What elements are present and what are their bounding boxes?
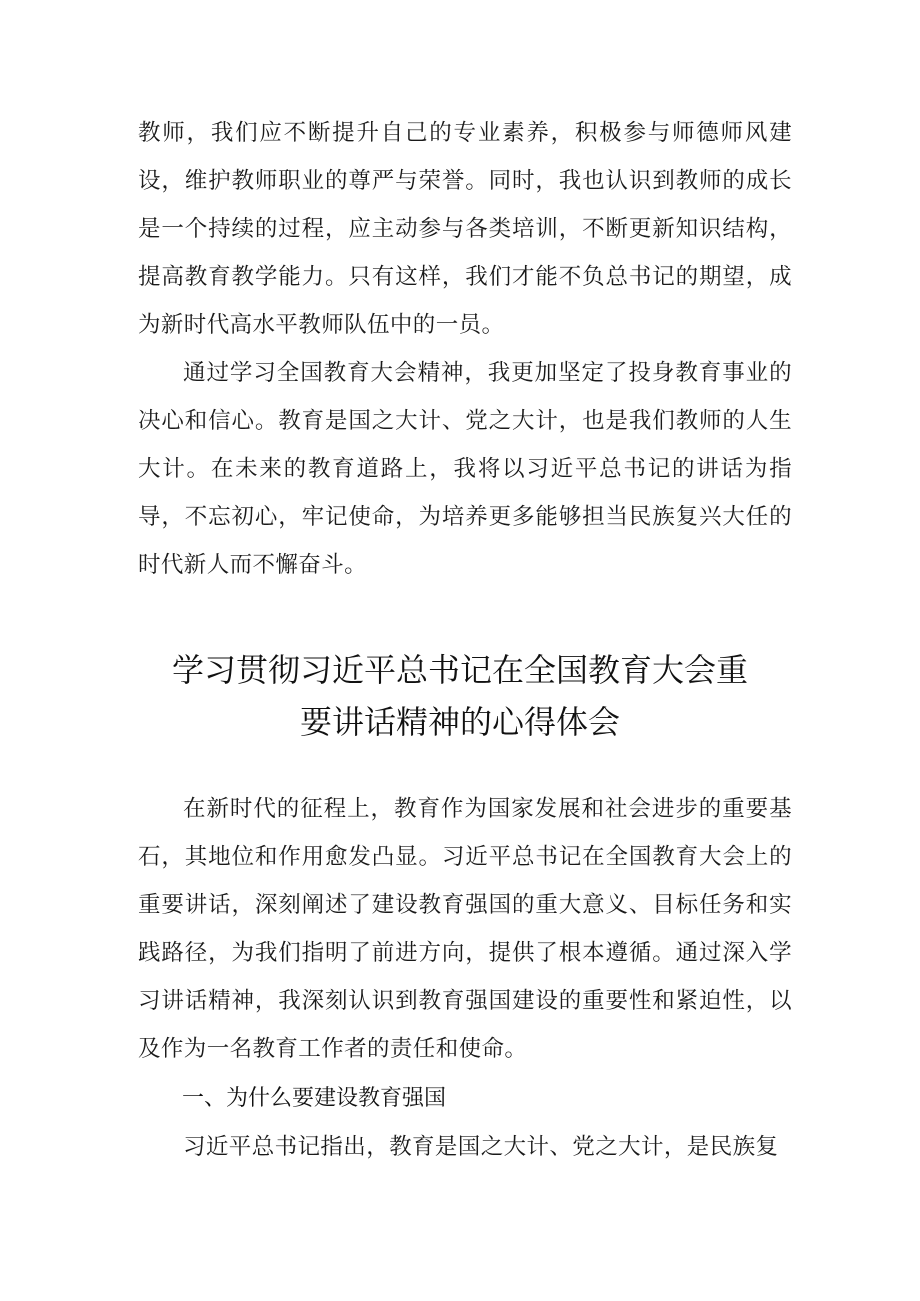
body-paragraph: 习近平总书记指出，教育是国之大计、党之大计，是民族复 — [183, 1134, 779, 1160]
document-title — [100, 644, 820, 748]
body-paragraph: 在新时代的征程上，教育作为国家发展和社会进步的重要基石，其地位和作用愈发凸显。习近平总书记在全国教育大会上的重要讲话，深刻阐述了建设教育强国的重大意义、目标任务和实践路径，为我们指明了前进方向，提供了根本遵循。通过深入学习讲话精神，我深刻认识到教育强国建设的重要性和紧迫性，以及作为一名教育工作者的责任和使命。 — [138, 796, 792, 1062]
title-line: 要讲话精神的心得体会 — [299, 703, 620, 741]
body-paragraph: 通过学习全国教育大会精神，我更加坚定了投身教育事业的决心和信心。教育是国之大计、党之大计，也是我们教师的人生大计。在未来的教育道路上，我将以习近平总书记的讲话为指导，不忘初心，牢记使命，为培养更多能够担当民族复兴大任的时代新人而不懈奋斗。 — [138, 360, 792, 578]
body-paragraph: 教师，我们应不断提升自己的专业素养，积极参与师德师风建设，维护教师职业的尊严与荣誉。同时，我也认识到教师的成长是一个持续的过程，应主动参与各类培训，不断更新知识结构，提高教育教学能力。只有这样，我们才能不负总书记的期望，成为新时代高水平教师队伍中的一员。 — [138, 120, 792, 338]
section-heading: 一、为什么要建设教育强国 — [182, 1086, 447, 1111]
title-line: 学习贯彻习近平总书记在全国教育大会重 — [171, 651, 748, 689]
